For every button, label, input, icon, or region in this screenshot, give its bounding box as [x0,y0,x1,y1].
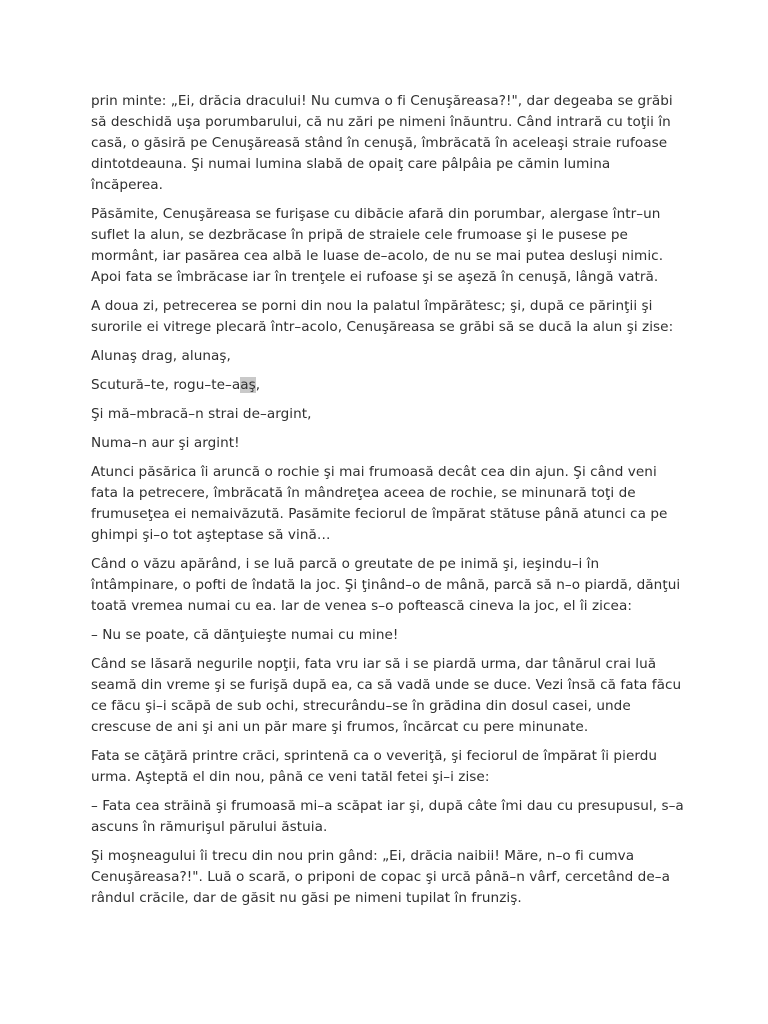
verse-line: Şi mă–mbracă–n strai de–argint, [91,406,312,422]
paragraph: Păsămite, Cenuşăreasa se furişase cu dibăcie afară din porumbar, alergase într–un suflet la alun, se dezbrăcase în pripă de straiele cele frumoase şi le pusese pe mormânt, iar pasărea cea albă le luase de–acolo, de nu se mai putea desluşi nimic. Apoi fata se îmbrăcase iar în trenţele ei rufoase şi se aşeză în cenuşă, lângă vatră. [91,206,664,285]
paragraph: Când o văzu apărând, i se luă parcă o greutate de pe inimă şi, ieşindu–i în întâmpinare, o pofti de îndată la joc. Şi ţinând–o de mână, parcă să n–o piardă, dănţui toată vremea numai cu ea. Iar de venea s–o poftească cineva la joc, el îi zicea: [91,556,681,614]
verse-line [91,375,686,396]
text-selection-highlight[interactable]: aş [240,377,256,393]
paragraph: prin minte: „Ei, drăcia dracului! Nu cumva o fi Cenuşăreasa?!", dar degeaba se grăbi să deschidă uşa porumbarului, că nu zări pe nimeni înăuntru. Când intrară cu toţii în casă, o găsiră pe Cenuşăreasă stând în cenuşă, îmbrăcată în aceleaşi straie rufoase dintotdeauna. Şi numai lumina slabă de opaiţ care pâlpâia pe cămin lumina încăperea. [91,93,673,193]
verse-text: , [255,377,261,393]
paragraph: Când se lăsară negurile nopţii, fata vru iar să i se piardă urma, dar tânărul crai luă seamă din vreme şi se furişă după ea, ca să vadă unde se duce. Vezi însă că fata făcu ce făcu şi–i scăpă de sub ochi, strecurându–se în grădina din dosul casei, unde crescuse de ani şi ani un păr mare şi frumos, încărcat cu pere minunate. [91,656,682,735]
dialogue-line: – Fata cea străină şi frumoasă mi–a scăpat iar şi, după câte îmi dau cu presupusul, s–a ascuns în rămurişul părului ăstuia. [91,798,684,835]
verse-line: Numa–n aur şi argint! [91,435,240,451]
paragraph: Fata se căţără printre crăci, sprintenă ca o veveriţă, şi feciorul de împărat îi pierdu urma. Aşteptă el din nou, până ce veni tatăl fetei şi–i zise: [91,748,658,785]
verse-text: Scutură–te, rogu–te–a [91,377,241,393]
verse-line: Alunaş drag, alunaş, [91,348,231,364]
paragraph: A doua zi, petrecerea se porni din nou la palatul împărătesc; şi, după ce părinţii şi surorile ei vitrege plecară într–acolo, Cenuşăreasa se grăbi să se ducă la alun şi zise: [91,298,674,335]
paragraph: Atunci păsărica îi aruncă o rochie şi mai frumoasă decât cea din ajun. Şi când veni fata la petrecere, îmbrăcată în mândreţea aceea de rochie, se minunară toţi de frumuseţea ei nemaivăzută. Pasămite feciorul de împărat stătuse până atunci ca pe ghimpi şi–o tot aşteptase să vină… [91,464,668,543]
dialogue-line: – Nu se poate, că dănţuieşte numai cu mine! [91,627,399,643]
document-page [91,91,686,917]
paragraph: Şi moşneagului îi trecu din nou prin gând: „Ei, drăcia naibii! Măre, n–o fi cumva Cenuşăreasa?!". Luă o scară, o priponi de copac şi urcă până–n vârf, cercetând de–a rândul crăcile, dar de găsit nu găsi pe nimeni tupilat în frunziş. [91,848,670,906]
